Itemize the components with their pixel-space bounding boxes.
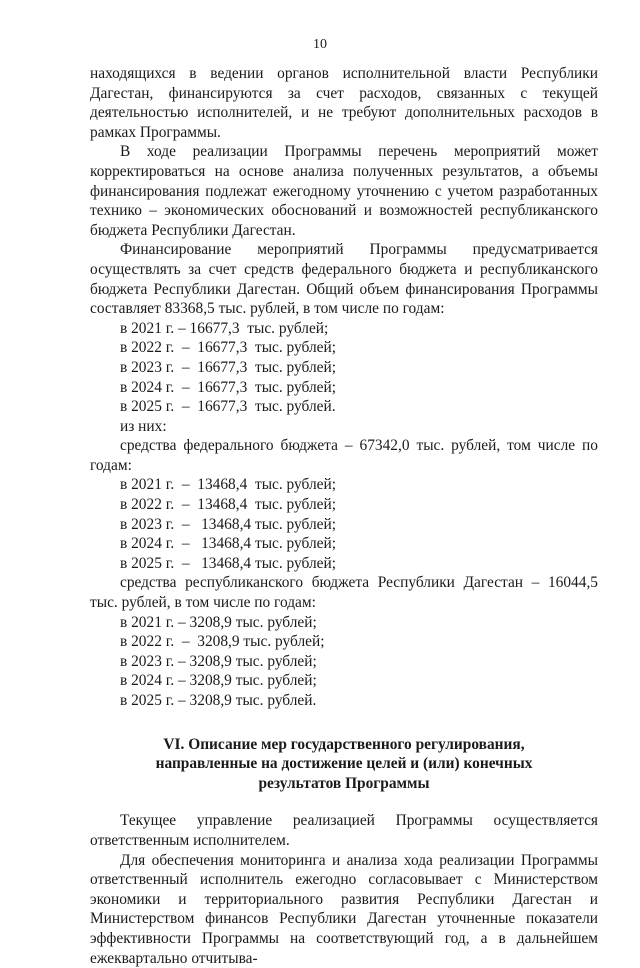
list-item: в 2022 г. – 16677,3 тыс. рублей;: [120, 339, 337, 357]
list-item: в 2022 г. – 3208,9 тыс. рублей;: [120, 633, 325, 651]
list-item: в 2024 г. – 3208,9 тыс. рублей;: [120, 672, 317, 690]
adjustment-paragraph: В ходе реализации Программы перечень мероприятий может корректироваться на основе анализа полученных результатов, а объемы финансирования подлежат ежегодному уточнению с учетом разработанных технико – экономических обоснований и возможностей республиканского бюджета Республики Дагестан.: [90, 143, 598, 239]
list-item: в 2021 г. – 13468,4 тыс. рублей;: [120, 476, 337, 494]
total-years-list: [90, 319, 598, 417]
section-heading: [90, 735, 598, 794]
list-item: в 2025 г. – 13468,4 тыс. рублей;: [120, 554, 337, 572]
federal-budget-paragraph: средства федерального бюджета – 67342,0 тыс. рублей, том числе по годам:: [90, 437, 598, 474]
list-item: в 2025 г. – 16677,3 тыс. рублей.: [120, 398, 336, 416]
list-item: в 2021 г. – 3208,9 тыс. рублей;: [120, 613, 317, 631]
intro-paragraph: находящихся в ведении органов исполнительной власти Республики Дагестан, финансируются за счет расходов, связанных с текущей деятельностью исполнителей, и не требуют дополнительных расходов в рамках Программы.: [90, 65, 598, 141]
federal-years-list: [90, 475, 598, 573]
monitoring-paragraph: Для обеспечения мониторинга и анализа хода реализации Программы ответственный исполнитель ежегодно согласовывает с Министерством экономики и территориального развития Республики Дагестан и Министерством финансов Республики Дагестан уточненные показатели эффективности Программы на соответствующий год, а в дальнейшем ежеквартально отчитыва-: [90, 851, 598, 967]
republic-years-list: [90, 613, 598, 711]
list-item: в 2023 г. – 3208,9 тыс. рублей;: [120, 652, 317, 670]
section-heading-line: направленные на достижение целей и (или) конечных: [155, 755, 533, 773]
list-item: в 2024 г. – 16677,3 тыс. рублей;: [120, 378, 337, 396]
republic-budget-paragraph: средства республиканского бюджета Республики Дагестан – 16044,5 тыс. рублей, в том числе по годам:: [90, 574, 598, 612]
list-item: в 2022 г. – 13468,4 тыс. рублей;: [120, 496, 337, 514]
list-item: в 2024 г. – 13468,4 тыс. рублей;: [120, 535, 337, 553]
page-number: 10: [313, 37, 327, 52]
section-heading-line: результатов Программы: [258, 774, 430, 792]
management-paragraph: Текущее управление реализацией Программы осуществляется ответственным исполнителем.: [90, 812, 598, 849]
list-item: в 2023 г. – 13468,4 тыс. рублей;: [120, 515, 337, 533]
section-heading-line: VI. Описание мер государственного регулирования,: [163, 735, 525, 753]
list-item: в 2021 г. – 16677,3 тыс. рублей;: [120, 319, 329, 337]
list-item: в 2025 г. – 3208,9 тыс. рублей.: [120, 692, 317, 709]
list-item: в 2023 г. – 16677,3 тыс. рублей;: [120, 358, 337, 376]
financing-paragraph: Финансирование мероприятий Программы предусматривается осуществлять за счет средств федерального бюджета и республиканского бюджета Республики Дагестан. Общий объем финансирования Программы составляет 83368,5 тыс. рублей, в том числе по годам:: [90, 241, 598, 318]
document-body: [90, 64, 598, 968]
of-them-label: из них:: [120, 417, 167, 435]
